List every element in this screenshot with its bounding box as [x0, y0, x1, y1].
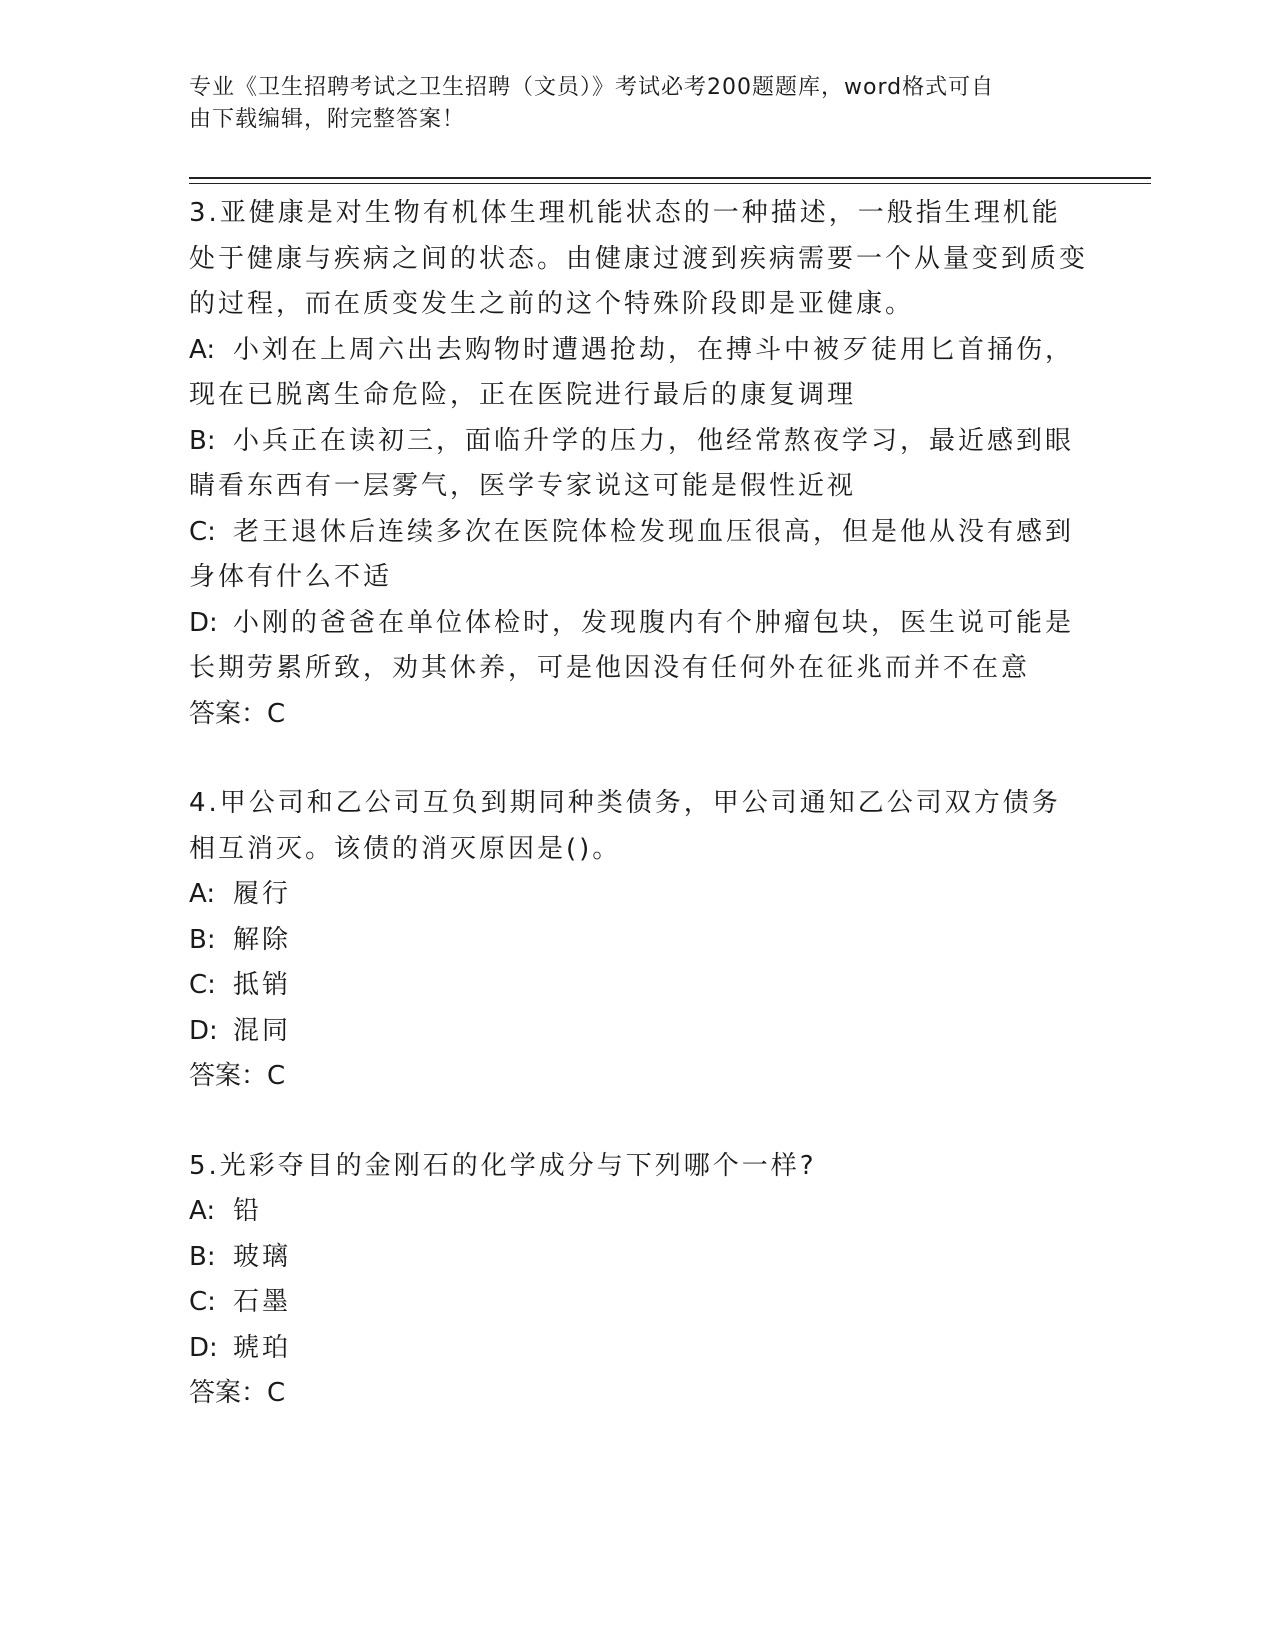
- answer-line: 答案：C: [189, 1378, 286, 1408]
- option-b: [189, 918, 1089, 964]
- option-b: [189, 1235, 1089, 1281]
- option-key: B:: [189, 425, 216, 456]
- option-a: [189, 872, 1089, 918]
- question-4: [189, 781, 1089, 1100]
- option-text: 石墨: [233, 1287, 292, 1317]
- question-spacer: [189, 1100, 1089, 1144]
- option-c: [189, 510, 1089, 601]
- option-text: 小刘在上周六出去购物时遭遇抢劫，在搏斗中被歹徒用匕首捅伤，现在已脱离生命危险，正在医院进行最后的康复调理: [189, 334, 1075, 410]
- option-key: B:: [189, 1241, 216, 1272]
- option-a: [189, 1189, 1089, 1235]
- option-key: D:: [189, 1332, 218, 1363]
- option-key: C:: [189, 970, 216, 1000]
- answer-line: 答案：C: [189, 1061, 286, 1091]
- option-c: [189, 1280, 1089, 1326]
- option-text: 小兵正在读初三，面临升学的压力，他经常熬夜学习，最近感到眼睛看东西有一层雾气，医学专家说这可能是假性近视: [189, 425, 1075, 501]
- question-spacer: [189, 737, 1089, 781]
- option-text: 混同: [233, 1015, 292, 1046]
- question-stem: 3.亚健康是对生物有机体生理机能状态的一种描述，一般指生理机能处于健康与疾病之间的状态。由健康过渡到疾病需要一个从量变到质变的过程，而在质变发生之前的这个特殊阶段即是亚健康。: [189, 198, 1089, 319]
- option-text: 铅: [233, 1196, 263, 1226]
- answer-line: 答案：C: [189, 698, 286, 729]
- option-key: C:: [189, 1287, 216, 1317]
- option-text: 老王退休后连续多次在医院体检发现血压很高，但是他从没有感到身体有什么不适: [189, 516, 1075, 592]
- option-key: D:: [189, 607, 218, 638]
- question-list: [189, 191, 1089, 1417]
- option-text: 履行: [233, 879, 292, 909]
- header-divider-thin: [189, 183, 1151, 184]
- option-key: D:: [189, 1015, 218, 1046]
- option-key: B:: [189, 924, 216, 955]
- option-b: [189, 419, 1089, 510]
- header-line-2: 由下载编辑，附完整答案！: [189, 107, 466, 132]
- option-d: [189, 1009, 1089, 1055]
- header-line-1: 专业《卫生招聘考试之卫生招聘（文员）》考试必考200题题库，word格式可自: [189, 75, 995, 100]
- option-key: C:: [189, 516, 216, 547]
- option-d: [189, 1326, 1089, 1372]
- option-key: A:: [189, 879, 216, 909]
- option-text: 抵销: [233, 970, 292, 1000]
- question-5: [189, 1144, 1089, 1417]
- header-divider-thick: [189, 177, 1151, 179]
- question-stem: 5.光彩夺目的金刚石的化学成分与下列哪个一样?: [189, 1150, 817, 1181]
- question-3: [189, 191, 1089, 737]
- question-stem: 4.甲公司和乙公司互负到期同种类债务，甲公司通知乙公司双方债务相互消灭。该债的消灭原因是()。: [189, 788, 1061, 864]
- option-a: [189, 328, 1089, 419]
- option-text: 玻璃: [233, 1241, 292, 1272]
- option-text: 小刚的爸爸在单位体检时，发现腹内有个肿瘤包块，医生说可能是长期劳累所致，劝其休养，可是他因没有任何外在征兆而并不在意: [189, 607, 1075, 683]
- option-text: 琥珀: [233, 1332, 292, 1363]
- document-header: [189, 72, 1069, 136]
- option-c: [189, 963, 1089, 1009]
- option-key: A:: [189, 1196, 216, 1226]
- option-d: [189, 601, 1089, 692]
- option-key: A:: [189, 334, 216, 365]
- option-text: 解除: [233, 924, 292, 955]
